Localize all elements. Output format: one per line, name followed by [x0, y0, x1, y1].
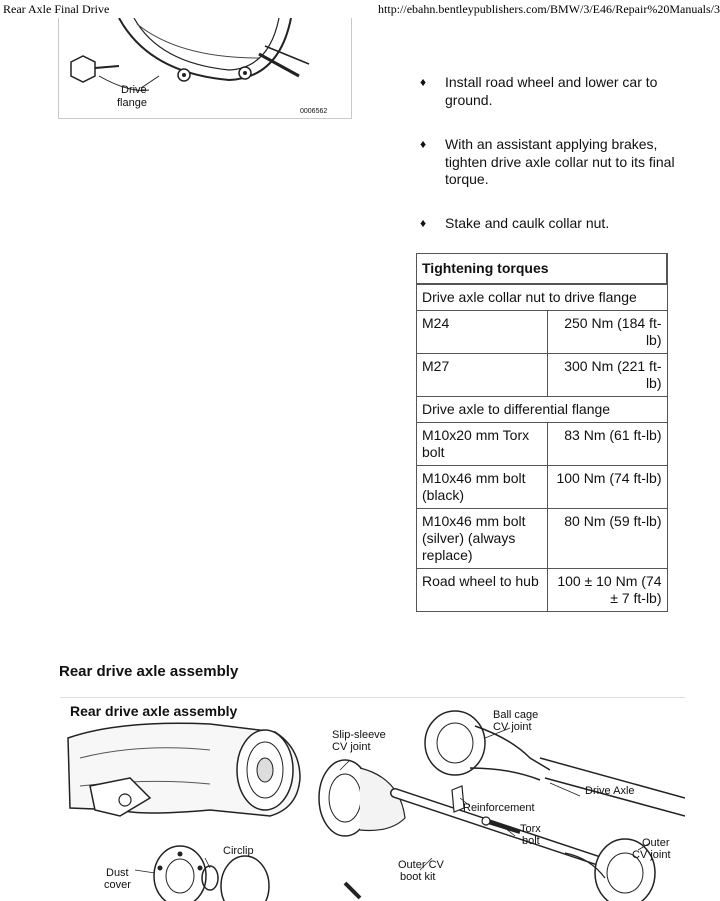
- value-cell: 100 Nm (74 ft-lb): [548, 466, 668, 509]
- label-torx-1: Torx: [520, 823, 541, 835]
- value-cell: 250 Nm (184 ft-lb): [548, 311, 668, 354]
- table-row: [417, 466, 668, 509]
- figure-title: Rear drive axle assembly: [70, 703, 238, 719]
- rear-drive-axle-figure: [60, 697, 685, 901]
- label-dust-1: Dust: [106, 867, 129, 879]
- spec-cell: M10x20 mm Torx bolt: [417, 423, 548, 466]
- label-ball-cage-2: CV joint: [493, 721, 532, 733]
- figure-code: 0006562: [300, 108, 328, 115]
- table-row: [417, 509, 668, 569]
- table-row: [417, 311, 668, 354]
- label-drive-axle: Drive Axle: [585, 785, 635, 797]
- table-section-heading: Drive axle to differential flange: [417, 397, 668, 423]
- step-text: Install road wheel and lower car to ground.: [445, 74, 658, 108]
- document-title: Rear Axle Final Drive: [3, 2, 110, 16]
- diamond-bullet-icon: ♦: [420, 216, 427, 230]
- value-cell: 83 Nm (61 ft-lb): [548, 423, 668, 466]
- tightening-torques-table: [416, 253, 668, 612]
- label-torx-2: bolt: [522, 835, 540, 847]
- step-text: Stake and caulk collar nut.: [445, 215, 610, 231]
- table-row: [417, 354, 668, 397]
- spec-cell: Road wheel to hub: [417, 569, 548, 612]
- label-circlip: Circlip: [223, 845, 254, 857]
- spec-cell: M24: [417, 311, 548, 354]
- print-header: [0, 0, 720, 18]
- rear-drive-axle-illustration: [60, 698, 685, 901]
- label-ball-cage-1: Ball cage: [493, 709, 539, 721]
- diamond-bullet-icon: ♦: [420, 75, 427, 89]
- spec-cell: M10x46 mm bolt (silver) (always replace): [417, 509, 548, 569]
- section-title: Rear drive axle assembly: [59, 663, 239, 680]
- spec-cell: M10x46 mm bolt (black): [417, 466, 548, 509]
- table-section-row: [417, 397, 668, 423]
- drive-flange-figure: [58, 18, 352, 119]
- table-title: Tightening torques: [417, 254, 668, 285]
- table-row: [417, 569, 668, 612]
- drive-flange-illustration: [59, 18, 351, 118]
- label-dust-2: cover: [104, 879, 131, 891]
- label-outer-cv-1: Outer: [642, 837, 670, 849]
- value-cell: 300 Nm (221 ft-lb): [548, 354, 668, 397]
- value-cell: 80 Nm (59 ft-lb): [548, 509, 668, 569]
- label-slip-sleeve-2: CV joint: [332, 741, 371, 753]
- label-outer-boot-2: boot kit: [400, 871, 436, 883]
- label-outer-boot-1: Outer CV: [398, 859, 444, 871]
- label-reinforcement: Reinforcement: [463, 802, 535, 814]
- label-slip-sleeve-1: Slip-sleeve: [332, 729, 386, 741]
- document-url: http://ebahn.bentleypublishers.com/BMW/3/E46/Repair%20Manuals/3: [378, 2, 720, 16]
- diamond-bullet-icon: ♦: [420, 137, 427, 151]
- drive-flange-label-2: flange: [117, 97, 147, 109]
- label-outer-cv-2: CV joint: [632, 849, 671, 861]
- table-section-row: [417, 284, 668, 311]
- table-section-heading: Drive axle collar nut to drive flange: [417, 284, 668, 311]
- table-row: [417, 423, 668, 466]
- value-cell: 100 ± 10 Nm (74 ± 7 ft-lb): [548, 569, 668, 612]
- table-title-row: [417, 254, 668, 285]
- step-text: With an assistant applying brakes, tighten drive axle collar nut to its final torque.: [445, 136, 675, 187]
- drive-flange-label-1: Drive: [121, 84, 147, 96]
- spec-cell: M27: [417, 354, 548, 397]
